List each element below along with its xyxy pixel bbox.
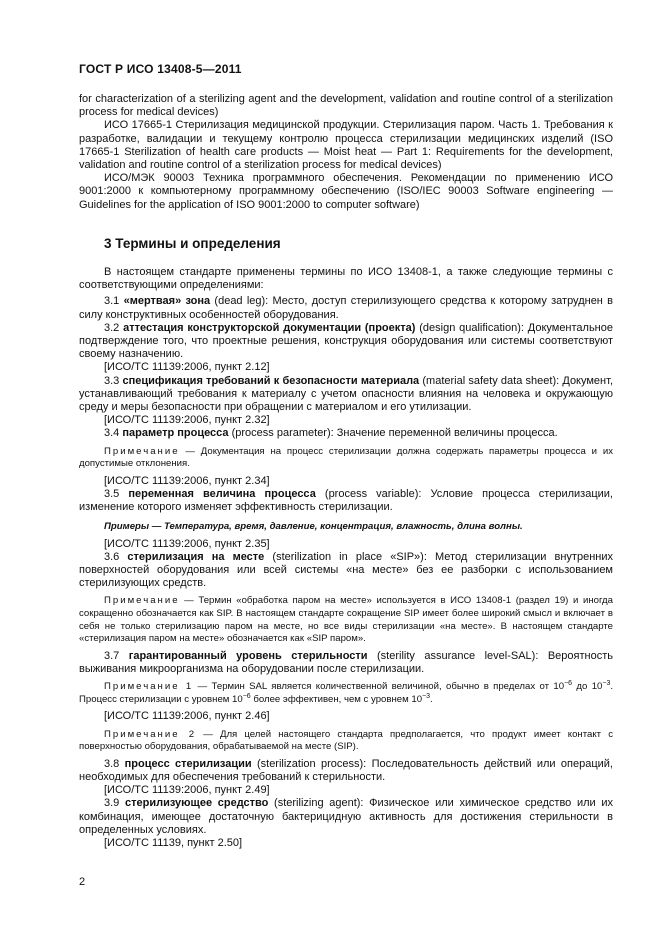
term-name: стерилизующее средство: [124, 797, 269, 810]
term-reference: [ИСО/ТС 11139:2006, пункт 2.49]: [104, 784, 270, 797]
reference-continuation: for characterization of a sterilizing agent and the development, validation and routine control of a sterilization process for medical devices): [79, 93, 613, 119]
note-text: . Процесс стерилизации с уровнем 10: [79, 681, 614, 705]
term-3-4: [79, 427, 613, 440]
term-number: 3.5: [104, 488, 129, 501]
term-3-6: [79, 551, 613, 591]
term-definition: (design qualification): Документальное подтверждение того, что проектные решения, конструкция оборудования или системы соответствуют своему назначению.: [79, 321, 613, 361]
term-name: аттестация конструкторской документации (проекта): [123, 321, 416, 334]
document-body: [79, 93, 613, 850]
term-definition: (sterilization process): Последовательность действий или операций, необходимых для обеспечения требований к стерильности.: [79, 757, 613, 784]
term-number: 3.6: [104, 550, 128, 563]
term-3-9: [79, 797, 613, 837]
term-examples: Примеры — Температура, время, давление, концентрация, влажность, длина волны.: [104, 521, 523, 533]
note-label: Примечание 1: [104, 681, 194, 693]
note-text: .: [430, 693, 433, 705]
term-note-2: [79, 729, 613, 754]
reference-iso-iec-90003: ИСО/МЭК 90003 Техника программного обеспечения. Рекомендации по применению ИСО 9001:2000 к компьютерному программному обеспечению (ISO/IEC 90003 Software engineering — Guidelines for the application of ISO 9001:2000 to computer software): [79, 172, 613, 211]
note-text: — Термин SAL является количественной величиной, обычно в пределах от 10: [193, 681, 565, 693]
note-label: Примечание: [104, 445, 180, 457]
note-text: до 10: [572, 681, 603, 693]
note-label: Примечание: [104, 595, 180, 607]
note-text: — Термин «обработка паром на месте» используется в ИСО 13408-1 (раздел 19) и иногда сокращенно обозначается как SIP. В настоящем стандарте сокращение SIP имеет более широкий смысл и включает в себя не только стерилизацию паром на месте, но все виды стерилизации «на месте». В настоящем стандарте «стерилизация паром на месте» обозначается как «SIP паром».: [79, 595, 613, 645]
term-3-5: [79, 488, 613, 514]
note-label: Примечание 2: [104, 728, 197, 740]
term-number: 3.2: [104, 321, 124, 334]
term-definition: (sterility assurance level-SAL): Вероятность выживания микроорганизма на оборудовании после стерилизации.: [79, 649, 613, 676]
term-reference: [ИСО/ТС 11139:2006, пункт 2.34]: [104, 474, 270, 487]
term-name: «мертвая» зона: [123, 295, 211, 308]
term-name: параметр процесса: [122, 427, 229, 440]
term-3-3: [79, 375, 613, 415]
term-note-1: [79, 681, 613, 706]
term-number: 3.7: [104, 649, 129, 662]
term-definition: (sterilizing agent): Физическое или химическое средство или их комбинация, имеющее достаточную бактерицидную активность для достижения стерильности в определенных условиях.: [79, 797, 614, 836]
term-note: [79, 595, 613, 645]
exponent: −6: [564, 680, 573, 688]
reference-iso-17665-1: ИСО 17665-1 Стерилизация медицинской продукции. Стерилизация паром. Часть 1. Требования к разработке, валидации и текущему контролю процесса стерилизации медицинских изделий (ISO 17665-1 Sterilization of health care products — Moist heat — Part 1: Requirements for the development, validation and routine control of a sterilization process for medical devices): [79, 119, 613, 172]
term-reference: [ИСО/ТС 11139:2006, пункт 2.32]: [104, 414, 270, 427]
document-header: ГОСТ Р ИСО 13408-5—2011: [79, 62, 242, 76]
note-text: более эффективен, чем с уровнем 10: [250, 693, 423, 705]
term-3-1: [79, 295, 613, 321]
note-text: — Для целей настоящего стандарта предполагается, что продукт имеет контакт с поверхностью оборудования, обрабатываемой на месте (SIP).: [79, 728, 613, 753]
term-3-2: [79, 322, 613, 362]
section-heading: 3 Термины и определения: [104, 235, 281, 251]
term-number: 3.1: [104, 295, 124, 308]
term-number: 3.4: [104, 427, 123, 440]
exponent: −3: [602, 680, 611, 688]
term-definition: (process variable): Условие процесса стерилизации, изменение которого изменяет эффективность стерилизации.: [79, 488, 613, 514]
term-3-8: [79, 758, 613, 784]
term-name: спецификация требований к безопасности материала: [122, 374, 420, 387]
note-text: — Документация на процесс стерилизации должна содержать параметры процесса и их допустимые отклонения.: [79, 445, 613, 470]
term-reference: [ИСО/ТС 11139:2006, пункт 2.35]: [104, 537, 270, 550]
term-name: процесс стерилизации: [124, 757, 252, 770]
section-intro: В настоящем стандарте применены термины по ИСО 13408-1, а также следующие термины с соответствующими определениями:: [79, 266, 613, 292]
term-note: [79, 446, 613, 471]
term-3-7: [79, 650, 613, 676]
term-definition: (sterilization in place «SIP»): Метод стерилизации внутренних поверхностей оборудования или всей системы «на месте» без ее разборки с использованием стерилизующих средств.: [79, 550, 614, 590]
term-number: 3.3: [104, 374, 123, 387]
term-definition: (process parameter): Значение переменной величины процесса.: [228, 427, 558, 440]
exponent: −3: [422, 692, 431, 700]
term-reference: [ИСО/ТС 11139:2006, пункт 2.12]: [104, 361, 270, 374]
term-reference: [ИСО/ТС 11139, пункт 2.50]: [104, 837, 243, 850]
term-definition: (dead leg): Место, доступ стерилизующего средства к которому затруднен в силу конструктивных особенностей оборудования.: [79, 295, 613, 321]
term-number: 3.9: [104, 797, 125, 810]
term-name: стерилизация на месте: [127, 550, 265, 563]
term-reference: [ИСО/ТС 11139:2006, пункт 2.46]: [104, 710, 270, 723]
term-name: переменная величина процесса: [128, 488, 316, 501]
exponent: −6: [242, 692, 251, 700]
term-number: 3.8: [104, 757, 125, 770]
term-definition: (material safety data sheet): Документ, устанавливающий требования к материалу с учетом опасности влияния на человека и окружающую среду и меры безопасности при обращении с материалом и его утилизации.: [79, 374, 613, 414]
page-number: 2: [79, 876, 86, 888]
term-name: гарантированный уровень стерильности: [128, 649, 368, 662]
